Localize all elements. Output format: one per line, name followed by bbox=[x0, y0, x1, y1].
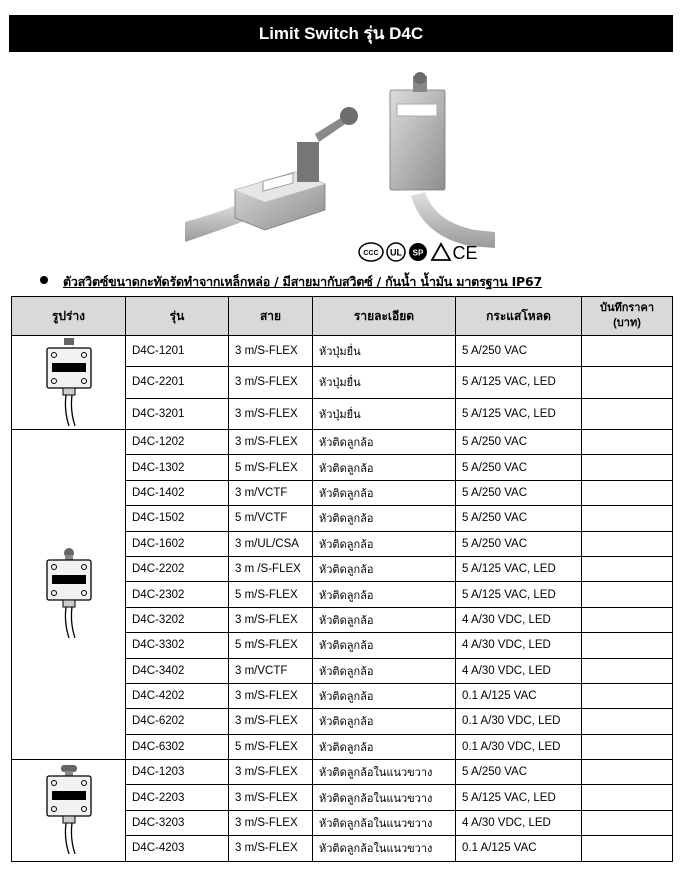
page-title: Limit Switch รุ่น D4C bbox=[9, 15, 673, 52]
price-cell[interactable] bbox=[582, 683, 673, 708]
model-cell: D4C-1602 bbox=[126, 531, 229, 556]
price-cell[interactable] bbox=[582, 398, 673, 429]
load-cell: 4 A/30 VDC, LED bbox=[456, 607, 582, 632]
model-cell: D4C-2202 bbox=[126, 556, 229, 581]
model-cell: D4C-1203 bbox=[126, 760, 229, 785]
table-row bbox=[12, 336, 673, 367]
detail-cell: หัวติดลูกล้อ bbox=[313, 506, 456, 531]
detail-cell: หัวติดลูกล้อ bbox=[313, 709, 456, 734]
detail-cell: หัวติดลูกล้อ bbox=[313, 480, 456, 505]
table-row bbox=[12, 760, 673, 785]
model-cell: D4C-1201 bbox=[126, 336, 229, 367]
shape-cell bbox=[12, 760, 126, 862]
detail-cell: หัวติดลูกล้อ bbox=[313, 430, 456, 455]
detail-cell: หัวปุ่มยื่น bbox=[313, 336, 456, 367]
model-cell: D4C-3201 bbox=[126, 398, 229, 429]
load-cell: 5 A/250 VAC bbox=[456, 760, 582, 785]
load-cell: 5 A/125 VAC, LED bbox=[456, 398, 582, 429]
load-cell: 5 A/250 VAC bbox=[456, 336, 582, 367]
cable-cell: 5 m/S-FLEX bbox=[229, 734, 313, 759]
cable-cell: 3 m/S-FLEX bbox=[229, 709, 313, 734]
detail-cell: หัวติดลูกล้อ bbox=[313, 582, 456, 607]
shape-cell bbox=[12, 430, 126, 760]
load-cell: 5 A/250 VAC bbox=[456, 480, 582, 505]
model-cell: D4C-3402 bbox=[126, 658, 229, 683]
detail-cell: หัวติดลูกล้อ bbox=[313, 455, 456, 480]
model-cell: D4C-3302 bbox=[126, 633, 229, 658]
col-header-detail: รายละเอียด bbox=[313, 297, 456, 336]
model-cell: D4C-4203 bbox=[126, 836, 229, 861]
price-cell[interactable] bbox=[582, 709, 673, 734]
cable-cell: 3 m/S-FLEX bbox=[229, 836, 313, 861]
cable-cell: 5 m/S-FLEX bbox=[229, 582, 313, 607]
cable-cell: 5 m/S-FLEX bbox=[229, 455, 313, 480]
table-row bbox=[12, 430, 673, 455]
load-cell: 0.1 A/125 VAC bbox=[456, 683, 582, 708]
cable-cell: 3 m/UL/CSA bbox=[229, 531, 313, 556]
col-header-load: กระแสโหลด bbox=[456, 297, 582, 336]
load-cell: 5 A/125 VAC, LED bbox=[456, 785, 582, 810]
cable-cell: 3 m/S-FLEX bbox=[229, 607, 313, 632]
cable-cell: 3 m/S-FLEX bbox=[229, 683, 313, 708]
model-cell: D4C-1302 bbox=[126, 455, 229, 480]
price-cell[interactable] bbox=[582, 785, 673, 810]
crossroller-plunger-switch-icon bbox=[42, 764, 96, 854]
model-cell: D4C-1202 bbox=[126, 430, 229, 455]
price-cell[interactable] bbox=[582, 556, 673, 581]
price-cell[interactable] bbox=[582, 836, 673, 861]
load-cell: 5 A/125 VAC, LED bbox=[456, 367, 582, 398]
detail-cell: หัวติดลูกล้อ bbox=[313, 556, 456, 581]
load-cell: 0.1 A/30 VDC, LED bbox=[456, 709, 582, 734]
cable-cell: 3 m/S-FLEX bbox=[229, 430, 313, 455]
price-cell[interactable] bbox=[582, 480, 673, 505]
table-header-row bbox=[12, 297, 673, 336]
shape-cell bbox=[12, 336, 126, 430]
col-header-model: รุ่น bbox=[126, 297, 229, 336]
price-cell[interactable] bbox=[582, 531, 673, 556]
cert-sp: SP bbox=[412, 248, 424, 258]
load-cell: 5 A/125 VAC, LED bbox=[456, 582, 582, 607]
load-cell: 4 A/30 VDC, LED bbox=[456, 658, 582, 683]
model-cell: D4C-3202 bbox=[126, 607, 229, 632]
detail-cell: หัวติดลูกล้อ bbox=[313, 607, 456, 632]
model-cell: D4C-4202 bbox=[126, 683, 229, 708]
load-cell: 5 A/125 VAC, LED bbox=[456, 556, 582, 581]
cable-cell: 3 m/S-FLEX bbox=[229, 336, 313, 367]
price-cell[interactable] bbox=[582, 455, 673, 480]
model-cell: D4C-6202 bbox=[126, 709, 229, 734]
load-cell: 4 A/30 VDC, LED bbox=[456, 810, 582, 835]
cert-marks-icon bbox=[358, 241, 478, 263]
load-cell: 4 A/30 VDC, LED bbox=[456, 633, 582, 658]
product-photo bbox=[185, 72, 495, 250]
cert-ul: UL bbox=[390, 247, 402, 258]
cable-cell: 3 m/VCTF bbox=[229, 658, 313, 683]
cable-cell: 5 m/S-FLEX bbox=[229, 633, 313, 658]
col-header-cable: สาย bbox=[229, 297, 313, 336]
price-cell[interactable] bbox=[582, 734, 673, 759]
price-cell[interactable] bbox=[582, 607, 673, 632]
plunger-switch-icon bbox=[42, 336, 96, 426]
roller-plunger-switch-icon bbox=[42, 548, 96, 638]
detail-cell: หัวปุ่มยื่น bbox=[313, 367, 456, 398]
cable-cell: 3 m/S-FLEX bbox=[229, 760, 313, 785]
detail-cell: หัวติดลูกล้อ bbox=[313, 633, 456, 658]
cable-cell: 3 m/VCTF bbox=[229, 480, 313, 505]
price-cell[interactable] bbox=[582, 658, 673, 683]
model-cell: D4C-2203 bbox=[126, 785, 229, 810]
model-cell: D4C-1402 bbox=[126, 480, 229, 505]
load-cell: 5 A/250 VAC bbox=[456, 506, 582, 531]
price-cell[interactable] bbox=[582, 582, 673, 607]
price-cell[interactable] bbox=[582, 506, 673, 531]
model-cell: D4C-2201 bbox=[126, 367, 229, 398]
price-cell[interactable] bbox=[582, 760, 673, 785]
detail-cell: หัวปุ่มยื่น bbox=[313, 398, 456, 429]
cable-cell: 3 m/S-FLEX bbox=[229, 398, 313, 429]
load-cell: 5 A/250 VAC bbox=[456, 531, 582, 556]
cable-cell: 3 m/S-FLEX bbox=[229, 785, 313, 810]
cable-cell: 3 m /S-FLEX bbox=[229, 556, 313, 581]
model-cell: D4C-2302 bbox=[126, 582, 229, 607]
load-cell: 0.1 A/30 VDC, LED bbox=[456, 734, 582, 759]
price-cell[interactable] bbox=[582, 367, 673, 398]
cable-cell: 5 m/VCTF bbox=[229, 506, 313, 531]
bullet-icon bbox=[40, 276, 48, 284]
col-header-shape: รูปร่าง bbox=[12, 297, 126, 336]
spec-table bbox=[11, 296, 673, 862]
price-cell[interactable] bbox=[582, 810, 673, 835]
load-cell: 0.1 A/125 VAC bbox=[456, 836, 582, 861]
detail-cell: หัวติดลูกล้อในแนวขวาง bbox=[313, 760, 456, 785]
load-cell: 5 A/250 VAC bbox=[456, 430, 582, 455]
detail-cell: หัวติดลูกล้อในแนวขวาง bbox=[313, 836, 456, 861]
price-cell[interactable] bbox=[582, 336, 673, 367]
detail-cell: หัวติดลูกล้อ bbox=[313, 658, 456, 683]
model-cell: D4C-3203 bbox=[126, 810, 229, 835]
certification-marks bbox=[358, 240, 478, 264]
cable-cell: 3 m/S-FLEX bbox=[229, 367, 313, 398]
price-cell[interactable] bbox=[582, 430, 673, 455]
price-cell[interactable] bbox=[582, 633, 673, 658]
detail-cell: หัวติดลูกล้อในแนวขวาง bbox=[313, 810, 456, 835]
cable-cell: 3 m/S-FLEX bbox=[229, 810, 313, 835]
detail-cell: หัวติดลูกล้อ bbox=[313, 734, 456, 759]
cert-ce: CE bbox=[452, 243, 478, 263]
cert-ccc: CCC bbox=[363, 250, 379, 257]
detail-cell: หัวติดลูกล้อ bbox=[313, 531, 456, 556]
model-cell: D4C-6302 bbox=[126, 734, 229, 759]
load-cell: 5 A/250 VAC bbox=[456, 455, 582, 480]
detail-cell: หัวติดลูกล้อ bbox=[313, 683, 456, 708]
detail-cell: หัวติดลูกล้อในแนวขวาง bbox=[313, 785, 456, 810]
feature-bullet: ตัวสวิตซ์ขนาดกะทัดรัดทำจากเหล็กหล่อ / มีสายมากับสวิตซ์ / กันน้ำ น้ำมัน มาตรฐาน IP67 bbox=[63, 274, 543, 289]
model-cell: D4C-1502 bbox=[126, 506, 229, 531]
col-header-price: บันทึกราคา (บาท) bbox=[582, 297, 673, 336]
